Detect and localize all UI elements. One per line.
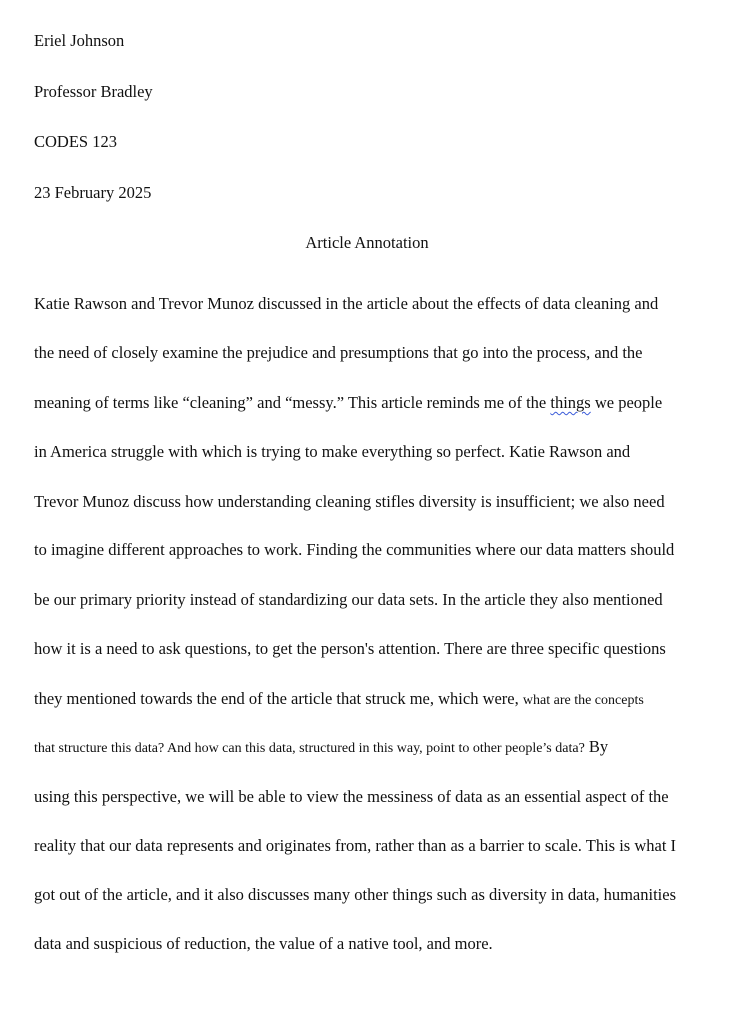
body-line xyxy=(34,689,644,711)
body-text: By xyxy=(584,737,609,756)
body-line: reality that our data represents and originates from, rather than as a barrier to scale. This is what I xyxy=(34,836,677,855)
body-line: how it is a need to ask questions, to get the person's attention. There are three specific questions xyxy=(34,639,666,658)
body-line: Katie Rawson and Trevor Munoz discussed in the article about the effects of data cleaning and xyxy=(34,294,659,313)
professor-name: Professor Bradley xyxy=(34,82,153,101)
document-title: Article Annotation xyxy=(305,233,429,252)
body-line: got out of the article, and it also discusses many other things such as diversity in data, humanities xyxy=(34,885,677,904)
body-line: be our primary priority instead of standardizing our data sets. In the article they also mentioned xyxy=(34,590,663,609)
body-line xyxy=(34,737,608,759)
quoted-question: that structure this data? And how can this data, structured in this way, point to other people’s data? xyxy=(34,741,585,756)
course-code: CODES 123 xyxy=(34,132,117,151)
body-line: to imagine different approaches to work. Finding the communities where our data matters should xyxy=(34,540,675,559)
body-text: they mentioned towards the end of the article that struck me, which were, xyxy=(34,689,523,708)
body-line: data and suspicious of reduction, the value of a native tool, and more. xyxy=(34,934,493,953)
body-line: Trevor Munoz discuss how understanding cleaning stifles diversity is insufficient; we also need xyxy=(34,492,665,511)
body-line: in America struggle with which is trying to make everything so perfect. Katie Rawson and xyxy=(34,442,631,461)
body-text: we people xyxy=(590,393,663,412)
spelling-flagged-word[interactable]: things xyxy=(550,393,591,412)
quoted-question: what are the concepts xyxy=(522,693,644,708)
body-line: the need of closely examine the prejudice and presumptions that go into the process, and the xyxy=(34,343,643,362)
body-line xyxy=(34,393,662,413)
document-date: 23 February 2025 xyxy=(34,183,152,202)
body-text: meaning of terms like “cleaning” and “messy.” This article reminds me of the xyxy=(34,393,551,412)
body-line: using this perspective, we will be able to view the messiness of data as an essential aspect of the xyxy=(34,787,669,806)
student-name: Eriel Johnson xyxy=(34,31,125,50)
